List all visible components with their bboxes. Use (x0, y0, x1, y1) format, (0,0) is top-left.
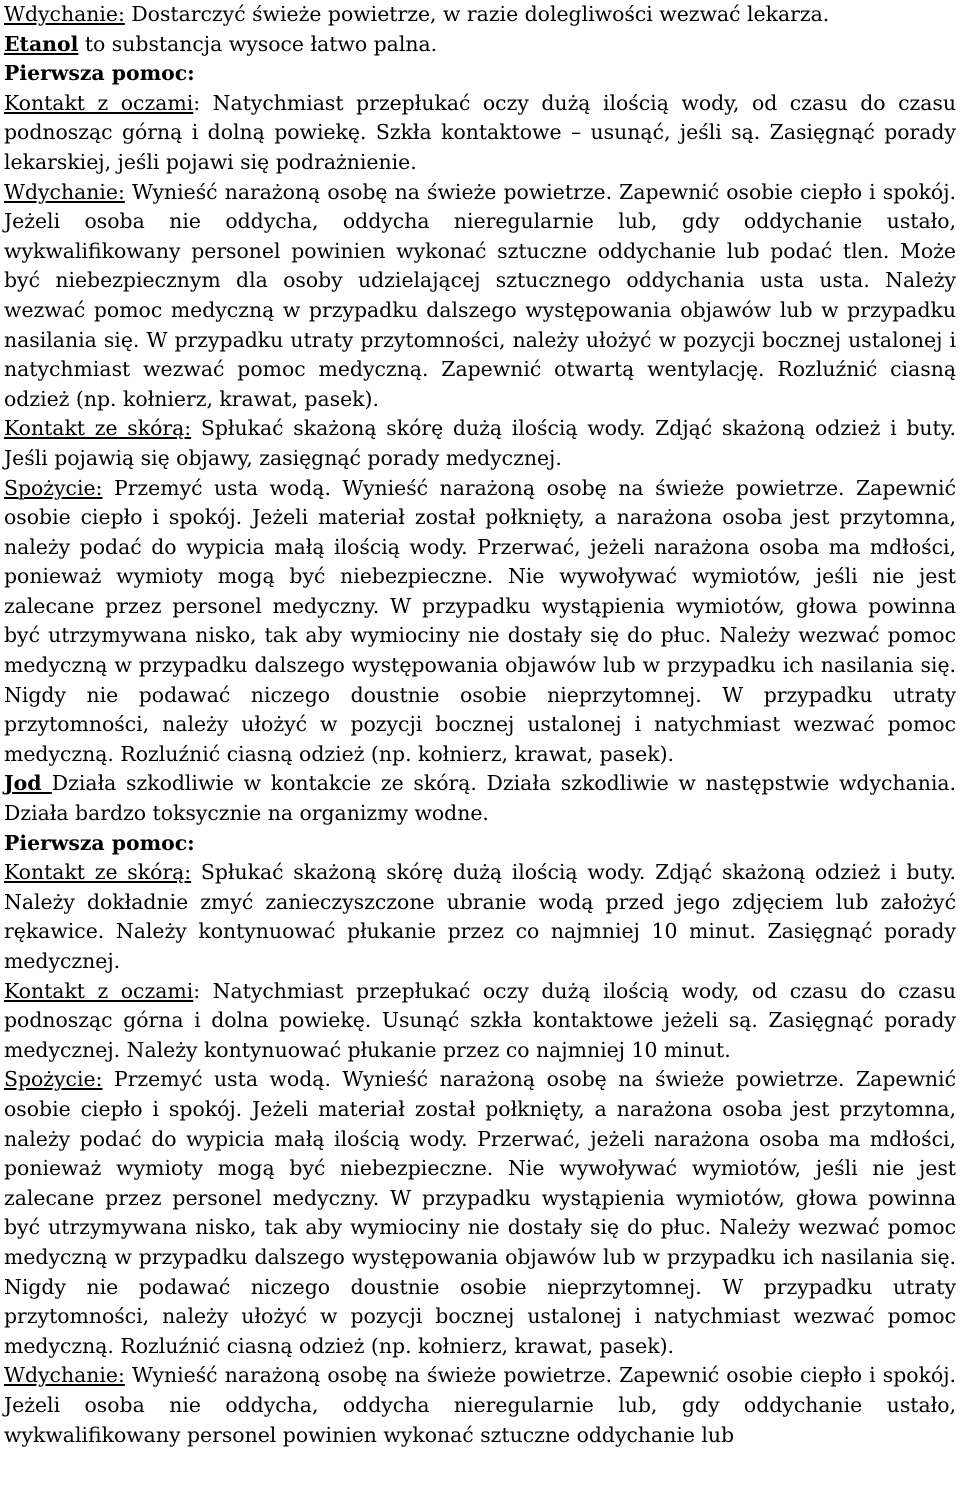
skin-contact-label: Kontakt ze skórą: (4, 860, 192, 885)
inhalation-paragraph-etanol (4, 178, 956, 415)
ingestion-text: Przemyć usta wodą. Wynieść narażoną osobę na świeże powietrze. Zapewnić osobie ciepło i spokój. Jeżeli materiał został połknięty, a narażona osoba jest przytomna, należy podać do wypicia małą ilością wody. Przerwać, jeżeli narażona osoba ma mdłości, ponieważ wymioty mogą być niebezpieczne. Nie wywoływać wymiotów, jeśli nie jest zalecane przez personel medyczny. W przypadku wystąpienia wymiotów, głowa powinna być utrzymywana nisko, tak aby wymiociny nie dostały się do płuc. Należy wezwać pomoc medyczną w przypadku dalszego występowania objawów lub w przypadku ich nasilania się. Nigdy nie podawać niczego doustnie osobie nieprzytomnej. W przypadku utraty przytomności, należy ułożyć w pozycji bocznej ustalonej i natychmiast wezwać pomoc medyczną. Rozluźnić ciasną odzież (np. kołnierz, krawat, pasek). (4, 475, 956, 766)
substance-desc-jod: Działa szkodliwie w kontakcie ze skórą. Działa szkodliwie w następstwie wdychania. Działa bardzo toksycznie na organizmy wodne. (4, 771, 956, 826)
skin-contact-text: Spłukać skażoną skórę dużą ilością wody. Zdjąć skażoną odzież i buty. Należy dokładnie zmyć zanieczyszczone ubranie wodą przed jego zdjęciem lub założyć rękawice. Należy kontynuować płukanie przez co najmniej 10 minut. Zasięgnąć porady medycznej. (4, 860, 957, 973)
inhalation-label: Wdychanie: (4, 2, 125, 26)
skin-contact-paragraph-etanol (4, 414, 956, 473)
substance-name-etanol: Etanol (4, 31, 79, 56)
inhalation-text: Wynieść narażoną osobę na świeże powietrze. Zapewnić osobie ciepło i spokój. Jeżeli osoba nie oddycha, oddycha nieregularnie lub, gdy oddychanie ustało, wykwalifikowany personel powinien wykonać sztuczne oddychanie lub (4, 1363, 956, 1447)
eye-contact-text: : Natychmiast przepłukać oczy dużą ilością wody, od czasu do czasu podnosząc górną i dolną powiekę. Szkła kontaktowe – usunąć, jeśli są. Zasięgnąć porady lekarskiej, jeśli pojawi się podrażnienie. (4, 90, 956, 174)
first-aid-heading-jod (4, 829, 956, 859)
inhalation-text: Wynieść narażoną osobę na świeże powietrze. Zapewnić osobie ciepło i spokój. Jeżeli osoba nie oddycha, oddycha nieregularnie lub, gdy oddychanie ustało, wykwalifikowany personel powinien wykonać sztuczne oddychanie lub podać tlen. Może być niebezpiecznym dla osoby udzielającej sztucznego oddychania usta usta. Należy wezwać pomoc medyczną w przypadku dalszego występowania objawów lub w przypadku nasilania się. W przypadku utraty przytomności, należy ułożyć w pozycji bocznej ustalonej i natychmiast wezwać pomoc medyczną. Zapewnić otwartą wentylację. Rozluźnić ciasną odzież (np. kołnierz, krawat, pasek). (4, 179, 956, 411)
substance-desc-etanol: to substancja wysoce łatwo palna. (78, 31, 438, 56)
substance-line-etanol (4, 30, 956, 60)
first-aid-heading-etanol (4, 59, 956, 89)
substance-line-jod (4, 769, 956, 828)
skin-contact-label: Kontakt ze skórą: (4, 416, 192, 441)
skin-contact-paragraph-jod (4, 858, 956, 976)
substance-name-jod: Jod (4, 771, 52, 796)
eye-contact-paragraph-etanol (4, 89, 956, 178)
eye-contact-label: Kontakt z oczami (4, 90, 194, 115)
inhalation-label: Wdychanie: (4, 179, 125, 204)
ingestion-label: Spożycie: (4, 1067, 103, 1092)
inhalation-label: Wdychanie: (4, 1363, 125, 1388)
first-aid-heading-text: Pierwsza pomoc: (4, 61, 195, 86)
inhalation-text: Dostarczyć świeże powietrze, w razie dolegliwości wezwać lekarza. (124, 2, 830, 26)
first-aid-heading-text: Pierwsza pomoc: (4, 830, 195, 855)
ingestion-paragraph-jod (4, 1065, 956, 1361)
skin-contact-text: Spłukać skażoną skórę dużą ilością wody. Zdjąć skażoną odzież i buty. Jeśli pojawią się objawy, zasięgnąć porady medycznej. (4, 416, 957, 470)
eye-contact-paragraph-jod (4, 977, 956, 1066)
inhalation-paragraph-jod (4, 1361, 956, 1450)
ingestion-label: Spożycie: (4, 475, 103, 500)
inhalation-paragraph-top (4, 0, 956, 30)
ingestion-text: Przemyć usta wodą. Wynieść narażoną osobę na świeże powietrze. Zapewnić osobie ciepło i spokój. Jeżeli materiał został połknięty, a narażona osoba jest przytomna, należy podać do wypicia małą ilością wody. Przerwać, jeżeli narażona osoba ma mdłości, ponieważ wymioty mogą być niebezpieczne. Nie wywoływać wymiotów, jeśli nie jest zalecane przez personel medyczny. W przypadku wystąpienia wymiotów, głowa powinna być utrzymywana nisko, tak aby wymiociny nie dostały się do płuc. Należy wezwać pomoc medyczną w przypadku dalszego występowania objawów lub w przypadku ich nasilania się. Nigdy nie podawać niczego doustnie osobie nieprzytomnej. W przypadku utraty przytomności, należy ułożyć w pozycji bocznej ustalonej i natychmiast wezwać pomoc medyczną. Rozluźnić ciasną odzież (np. kołnierz, krawat, pasek). (4, 1067, 956, 1358)
eye-contact-label: Kontakt z oczami (4, 978, 194, 1003)
ingestion-paragraph-etanol (4, 474, 956, 770)
eye-contact-text: : Natychmiast przepłukać oczy dużą ilością wody, od czasu do czasu podnosząc górna i dolna powiekę. Usunąć szkła kontaktowe jeżeli są. Zasięgnąć porady medycznej. Należy kontynuować płukanie przez co najmniej 10 minut. (4, 978, 956, 1062)
